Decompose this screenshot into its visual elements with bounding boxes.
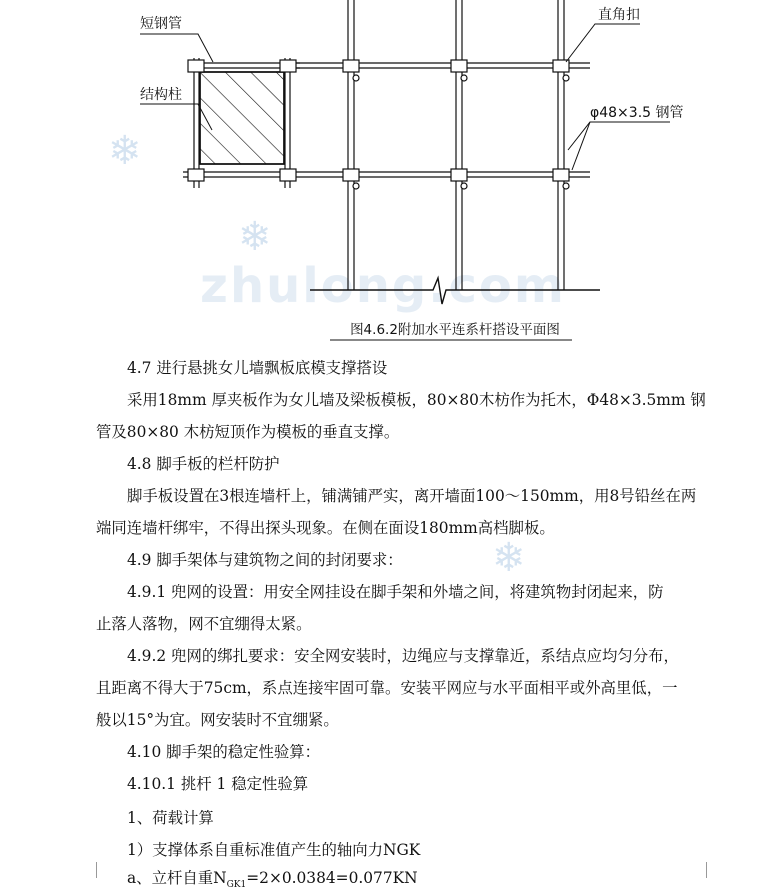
vertical-poles xyxy=(348,0,564,290)
watermark-text: zhulong.com xyxy=(200,258,566,314)
subsection-heading: 1、荷载计算 xyxy=(127,809,214,827)
watermark-snowflake-icon: ❄ xyxy=(238,214,272,260)
crop-mark xyxy=(86,862,97,878)
formula-prefix: a、立杆自重N xyxy=(127,869,227,887)
section-heading: 4.10 脚手架的稳定性验算： xyxy=(127,743,321,761)
paragraph-line: 管及80×80 木枋短顶作为模板的垂直支撑。 xyxy=(96,423,400,441)
paragraph-line: 4.9.1 兜网的设置：用安全网挂设在脚手架和外墙之间，将建筑物封闭起来，防 xyxy=(127,583,664,601)
formula-subscript: GK1 xyxy=(226,880,247,890)
figure-caption: 图4.6.2附加水平连系杆搭设平面图 xyxy=(350,322,560,338)
section-heading: 4.7 进行悬挑女儿墙飘板底模支撑搭设 xyxy=(127,359,388,377)
section-heading: 4.9 脚手架体与建筑物之间的封闭要求： xyxy=(127,551,403,569)
watermark-snowflake-icon: ❄ xyxy=(492,535,526,581)
label-steel-pipe: φ48×3.5 钢管 xyxy=(590,105,684,121)
paragraph-line: 采用18mm 厚夹板作为女儿墙及梁板模板，80×80木枋作为托木，Φ48×3.5mm 钢 xyxy=(127,391,706,409)
paragraph-line: 般以15°为宜。网安装时不宜绷紧。 xyxy=(96,711,339,729)
watermark-snowflake-icon: ❄ xyxy=(108,128,142,174)
crop-mark xyxy=(706,862,717,878)
scaffold-plan-figure xyxy=(0,0,777,345)
section-heading: 4.10.1 挑杆 1 稳定性验算 xyxy=(127,775,309,793)
paragraph-line: 脚手板设置在3根连墙杆上，铺满铺严实，离开墙面100～150mm，用8号铅丝在两 xyxy=(127,487,697,505)
paragraph-line: 4.9.2 兜网的绑扎要求：安全网安装时，边绳应与支撑靠近，系结点应均匀分布， xyxy=(127,647,679,665)
label-short-pipe: 短钢管 xyxy=(140,16,182,32)
paragraph-line: 端同连墙杆绑牢，不得出探头现象。在侧在面设180mm高档脚板。 xyxy=(96,519,555,537)
paragraph-line: 止落人落物，网不宜绷得太紧。 xyxy=(96,615,312,633)
formula-line xyxy=(127,866,747,890)
label-structural-column: 结构柱 xyxy=(140,87,182,103)
section-heading: 4.8 脚手板的栏杆防护 xyxy=(127,455,280,473)
structural-column xyxy=(200,72,284,164)
paragraph-line: 且距离不得大于75cm，系点连接牢固可靠。安装平网应与水平面相平或外高里低，一 xyxy=(96,679,678,697)
formula-suffix: =2×0.0384=0.077KN xyxy=(246,869,418,887)
label-right-angle-coupler: 直角扣 xyxy=(598,7,640,23)
paragraph-line: 1）支撑体系自重标准值产生的轴向力NGK xyxy=(127,841,421,859)
